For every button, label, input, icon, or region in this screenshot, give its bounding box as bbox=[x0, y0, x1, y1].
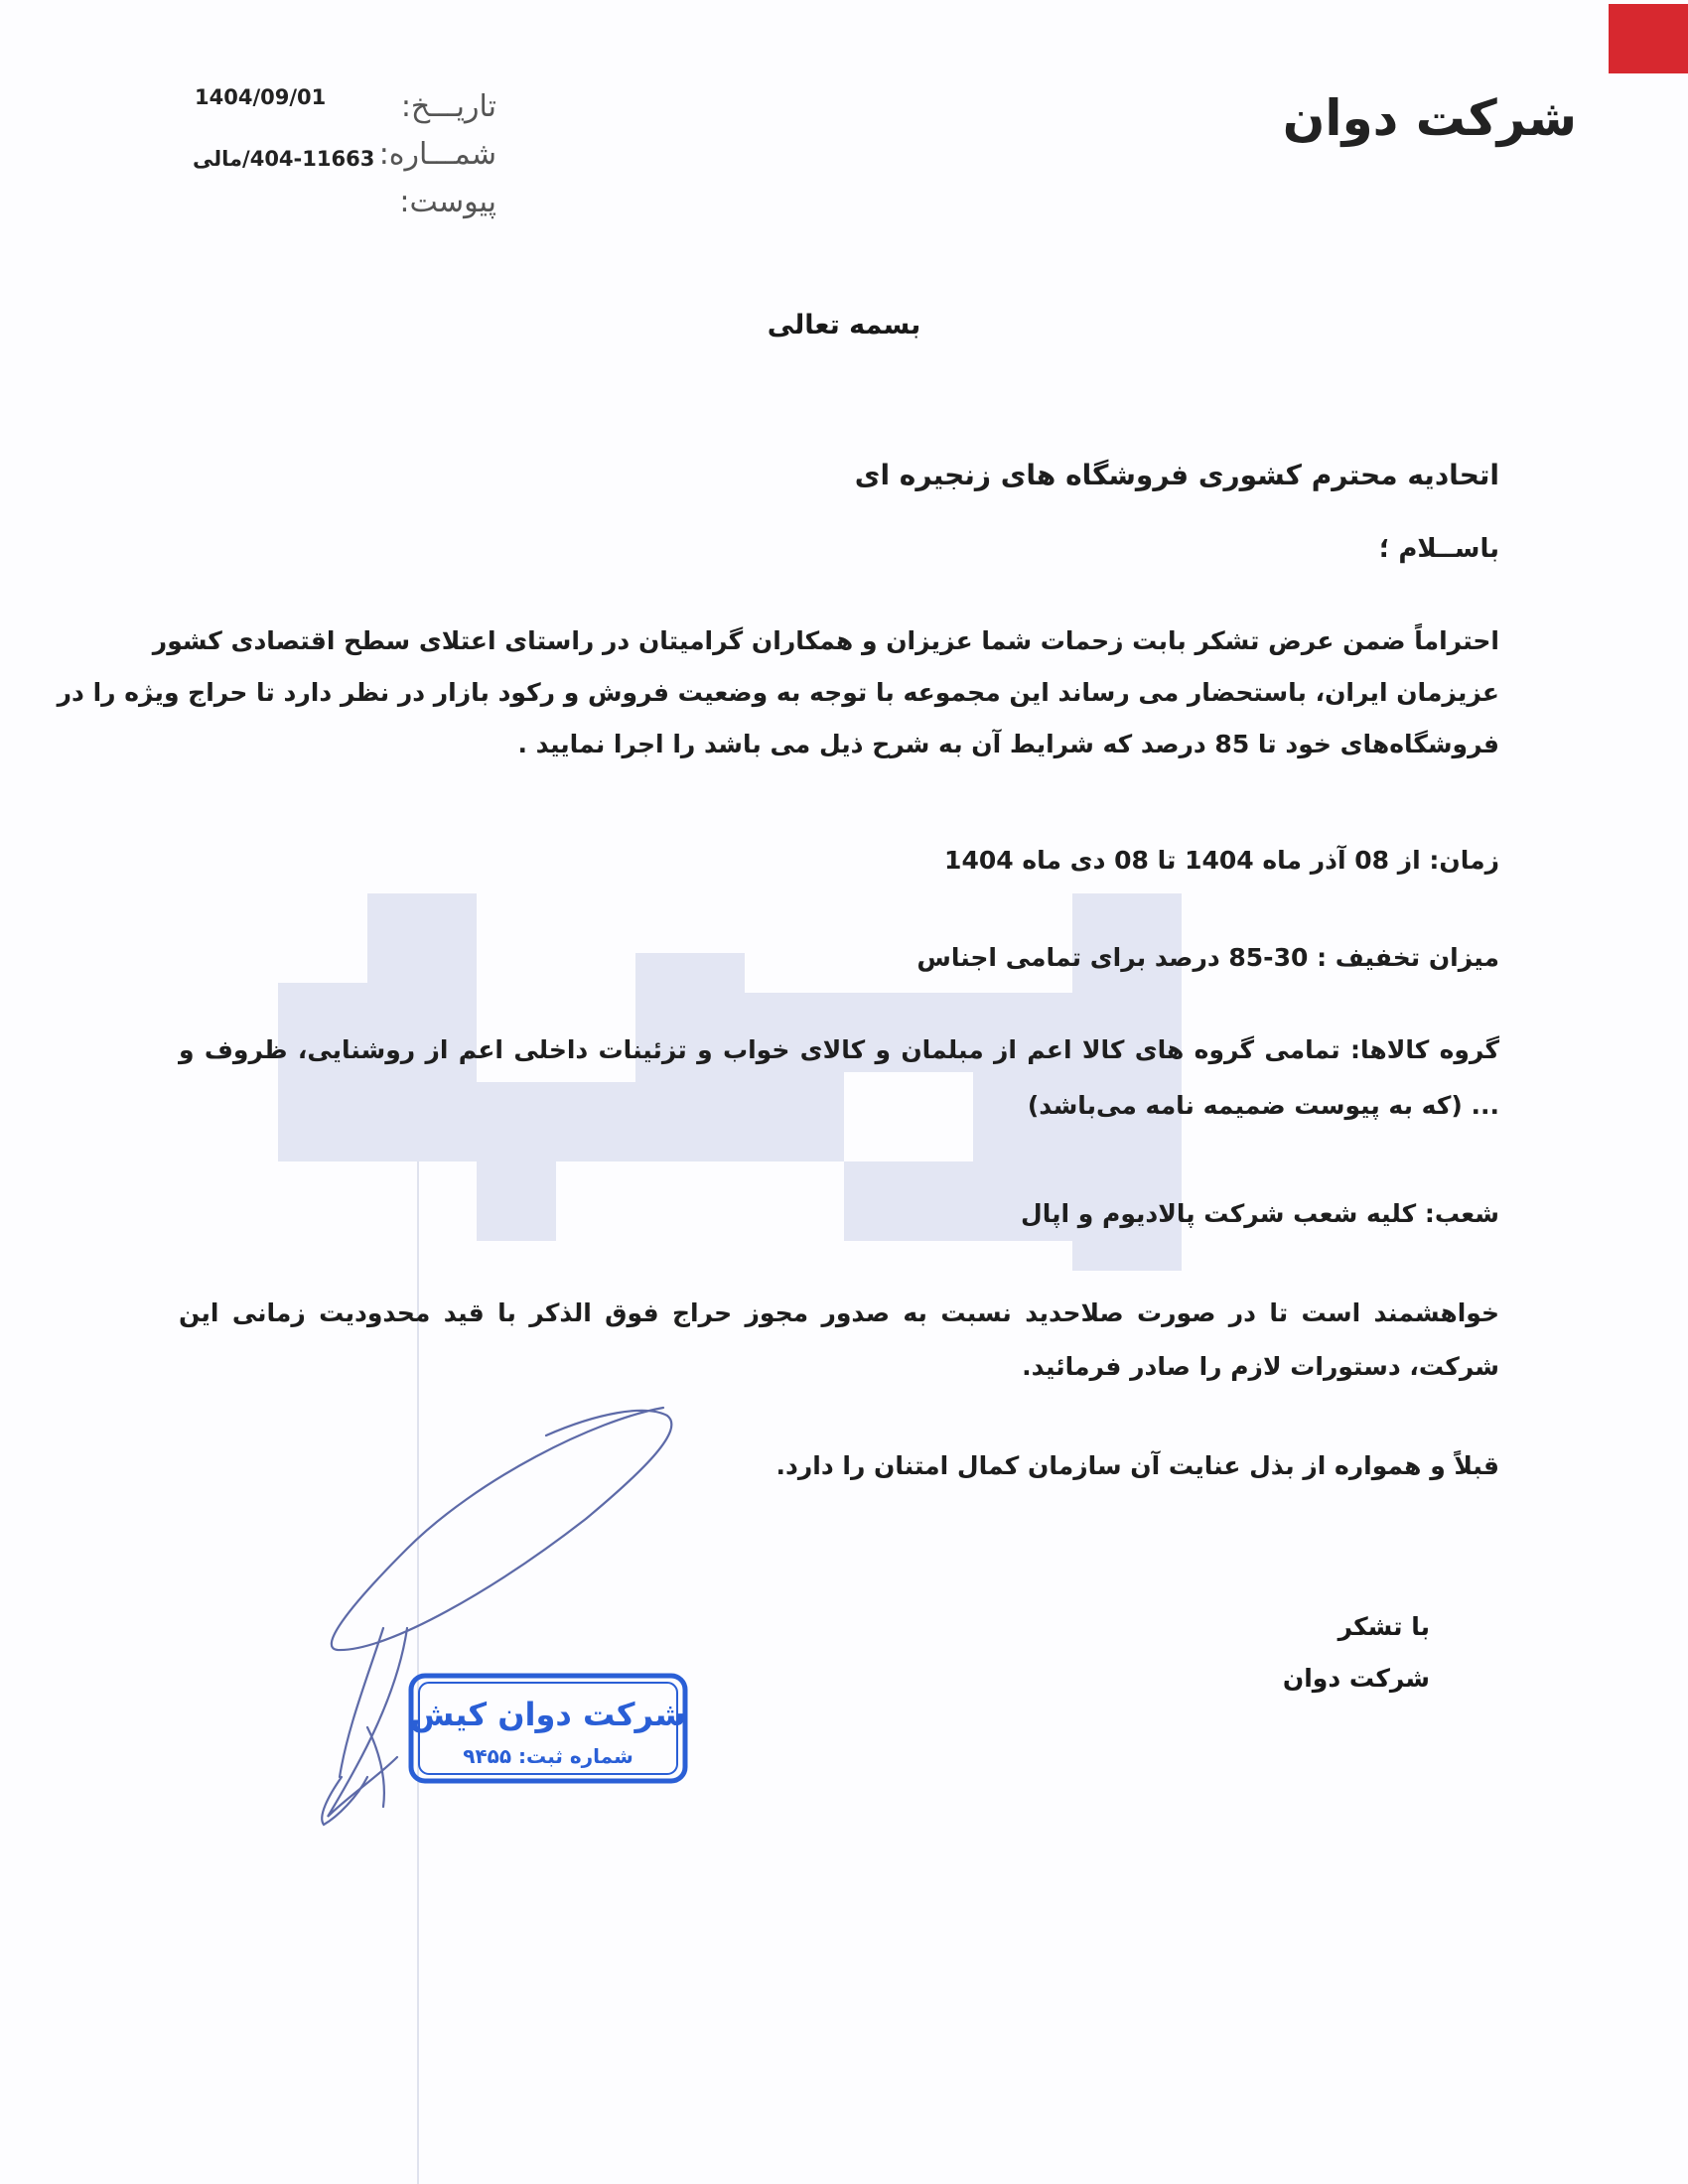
request-paragraph: خواهشمند است تا در صورت صلاحدید نسبت به صدور مجوز حراج فوق الذکر با قید محدودیت زمانی این شرکت، دستورات لازم را صادر فرمائید. bbox=[179, 1298, 1499, 1381]
stamp-title: شرکت دوان کیش bbox=[410, 1696, 686, 1733]
greeting: باســلام ؛ bbox=[1378, 534, 1499, 564]
number-label: شمـــاره: bbox=[378, 137, 496, 172]
corner-color-mark bbox=[1609, 4, 1688, 73]
letter-meta bbox=[179, 79, 496, 228]
intro-line-1: احتراماً ضمن عرض تشکر بابت زحمات شما عزیزان و همکاران گرامیتان در راستای اعتلای سطح اقتصادی کشور bbox=[152, 626, 1499, 655]
goods-paragraph: گروه کالاها: تمامی گروه های کالا اعم از مبلمان و کالای خواب و تزئینات داخلی اعم از روشنایی، ظروف و ... (که به پیوست ضمیمه نامه می‌باشد) bbox=[179, 1035, 1499, 1120]
stamp-registration: شماره ثبت: ۹۴۵۵ bbox=[463, 1744, 633, 1768]
company-name: شرکت دوان bbox=[1282, 89, 1577, 147]
branches-line: شعب: کلیه شعب شرکت پالادیوم و اپال bbox=[1021, 1199, 1499, 1228]
recipient: اتحادیه محترم کشوری فروشگاه های زنجیره ای bbox=[854, 459, 1499, 491]
closing-thanks: با تشکر bbox=[1337, 1612, 1430, 1641]
invocation: بسمه تعالی bbox=[767, 310, 921, 341]
discount-line: میزان تخفیف : 30-85 درصد برای تمامی اجناس bbox=[916, 943, 1499, 972]
intro-line-3: فروشگاه‌های خود تا 85 درصد که شرایط آن به شرح ذیل می باشد را اجرا نمایید . bbox=[517, 730, 1499, 758]
attachment-label: پیوست: bbox=[399, 185, 496, 219]
company-stamp bbox=[405, 1668, 691, 1787]
date-label: تاریـــخ: bbox=[400, 89, 496, 124]
date-value: 1404/09/01 bbox=[195, 85, 327, 109]
time-line: زمان: از 08 آذر ماه 1404 تا 08 دی ماه 1404 bbox=[944, 846, 1499, 875]
thanks-line: قبلاً و همواره از بذل عنایت آن سازمان کمال امتنان را دارد. bbox=[775, 1451, 1499, 1480]
closing-company: شرکت دوان bbox=[1282, 1664, 1430, 1693]
number-value: 404-11663/مالی bbox=[193, 147, 375, 171]
intro-line-2: عزیزمان ایران، باستحضار می رساند این مجموعه با توجه به وضعیت فروش و رکود بازار در نظر دارد تا حراج ویژه را در bbox=[57, 678, 1499, 707]
intro-paragraph bbox=[57, 615, 1499, 770]
